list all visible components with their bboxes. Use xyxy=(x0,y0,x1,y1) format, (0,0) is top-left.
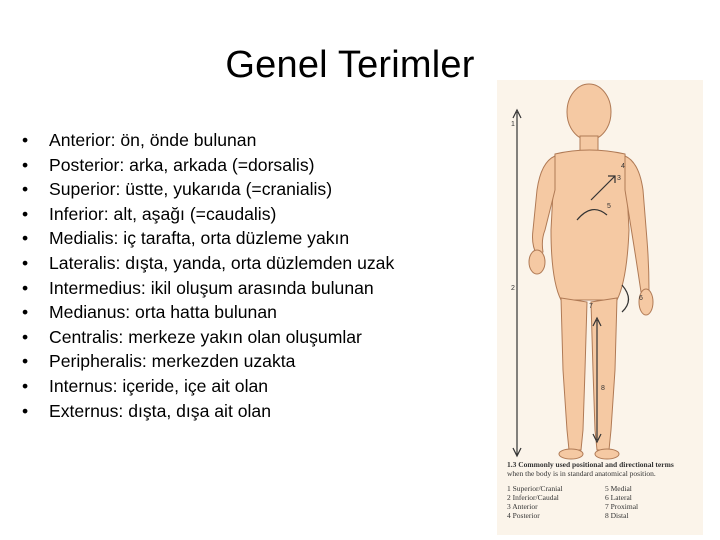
term-peripheralis: • Peripheralis: merkezden uzakta xyxy=(22,349,394,374)
label-1: 1 xyxy=(511,121,515,128)
term-medialis: • Medialis: iç tarafta, orta düzleme yakın xyxy=(22,226,394,251)
term-superior: • Superior: üstte, yukarıda (=cranialis) xyxy=(22,177,394,202)
legend-item: 1 Superior/Cranial xyxy=(507,484,563,493)
caption-subtitle: when the body is in standard anatomical position. xyxy=(507,469,656,478)
caption-title: 1.3 Commonly used positional and directional terms xyxy=(507,460,674,469)
legend-item: 2 Inferior/Caudal xyxy=(507,493,559,502)
caption-legend xyxy=(507,484,697,520)
legend-item: 3 Anterior xyxy=(507,502,538,511)
terms-list xyxy=(22,128,394,423)
label-2: 2 xyxy=(511,285,515,292)
label-3: 3 xyxy=(617,175,621,182)
figure-caption xyxy=(507,460,697,520)
label-5: 5 xyxy=(607,203,611,210)
legend-item: 4 Posterior xyxy=(507,511,540,520)
term-anterior: • Anterior: ön, önde bulunan xyxy=(22,128,394,153)
term-internus: • Internus: içeride, içe ait olan xyxy=(22,374,394,399)
term-externus: • Externus: dışta, dışa ait olan xyxy=(22,399,394,424)
torso xyxy=(551,150,629,300)
legend-item: 8 Distal xyxy=(605,511,629,520)
head xyxy=(567,84,611,140)
term-centralis: • Centralis: merkeze yakın olan oluşumlar xyxy=(22,325,394,350)
label-4: 4 xyxy=(621,163,625,170)
label-7: 7 xyxy=(589,303,593,310)
term-medianus: • Medianus: orta hatta bulunan xyxy=(22,300,394,325)
term-intermedius: • Intermedius: ikil oluşum arasında bulunan xyxy=(22,276,394,301)
legend-item: 7 Proximal xyxy=(605,502,639,511)
term-inferior: • Inferior: alt, aşağı (=caudalis) xyxy=(22,202,394,227)
label-8: 8 xyxy=(601,385,605,392)
term-posterior: • Posterior: arka, arkada (=dorsalis) xyxy=(22,153,394,178)
slide-title: Genel Terimler xyxy=(225,44,475,86)
term-lateralis: • Lateralis: dışta, yanda, orta düzlemden uzak xyxy=(22,251,394,276)
legend-item: 6 Lateral xyxy=(605,493,632,502)
label-6: 6 xyxy=(639,295,643,302)
hand-left xyxy=(639,289,653,315)
foot-left xyxy=(595,449,619,459)
foot-right xyxy=(559,449,583,459)
hand-right xyxy=(529,250,545,274)
legend-item: 5 Medial xyxy=(605,484,632,493)
